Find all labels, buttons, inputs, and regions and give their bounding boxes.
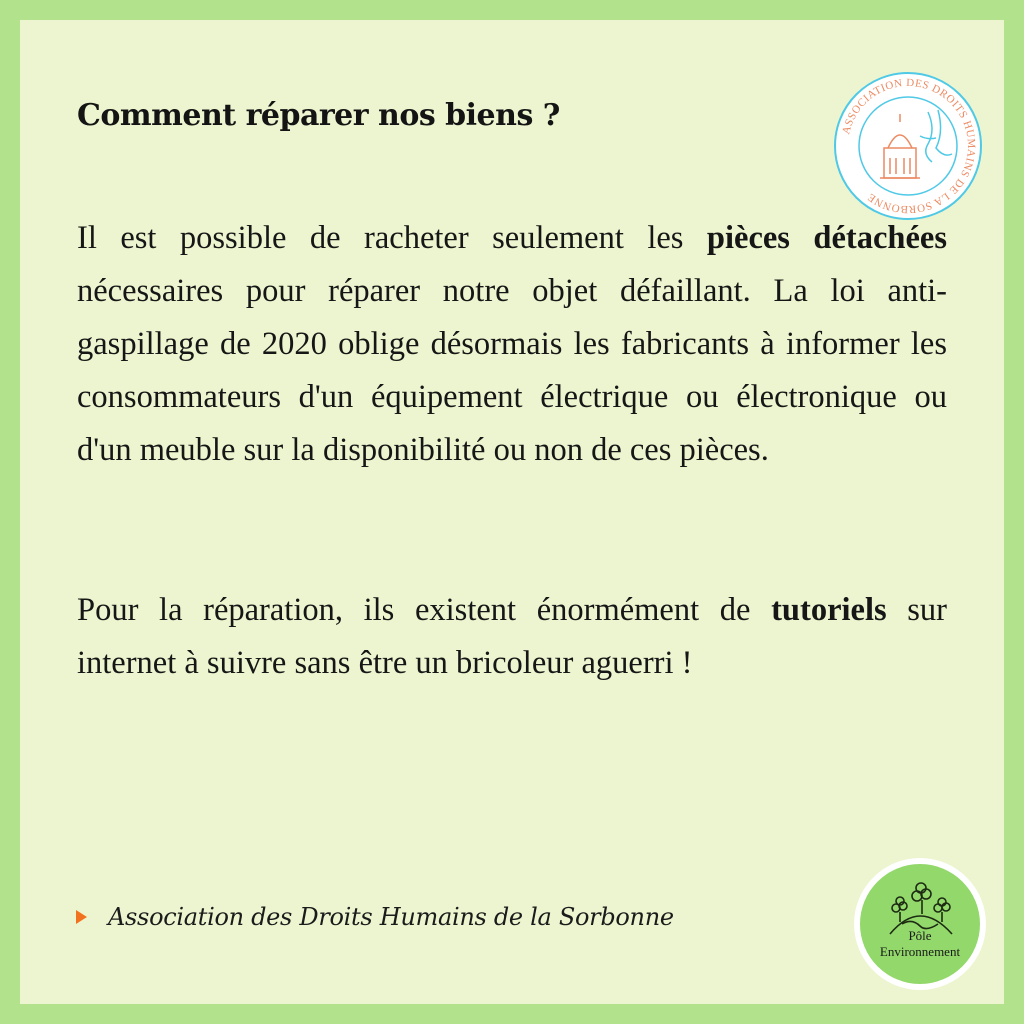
association-seal-icon — [832, 70, 984, 222]
paragraph2-text-b: sur internet à suivre sans être un bricoleur aguerri ! — [77, 592, 947, 681]
page-title: Comment réparer nos biens ? — [77, 98, 560, 133]
seal-ring-text: ASSOCIATION DES DROITS HUMAINS DE LA SORBONNE — [840, 76, 978, 216]
triangle-bullet-icon — [76, 910, 87, 924]
paragraph1-text-b: nécessaires pour réparer notre objet défaillant. La loi anti-gaspillage de 2020 oblige désormais les fabricants à informer les consommateurs d'un équipement électrique ou électronique ou d'un meuble sur la disponibilité ou non de ces pièces. — [77, 273, 947, 468]
pole-environnement-badge — [854, 858, 986, 990]
footer-association-name: Association des Droits Humains de la Sorbonne — [108, 903, 674, 931]
paragraph-spare-parts — [77, 212, 947, 477]
badge-label-line1: Pôle — [908, 928, 932, 943]
badge-label-line2: Environnement — [879, 944, 961, 959]
paragraph2-text-a: Pour la réparation, ils existent énormément de — [77, 592, 772, 628]
post-card — [20, 20, 1004, 1004]
paragraph1-bold-spare-parts: pièces détachées — [706, 220, 947, 256]
trees-globe-icon — [860, 864, 980, 984]
paragraph2-bold-tutorials: tutoriels — [771, 592, 887, 628]
paragraph-tutorials — [77, 584, 947, 690]
badge-circle — [860, 864, 980, 984]
paragraph1-text-a: Il est possible de racheter seulement les — [77, 220, 707, 256]
